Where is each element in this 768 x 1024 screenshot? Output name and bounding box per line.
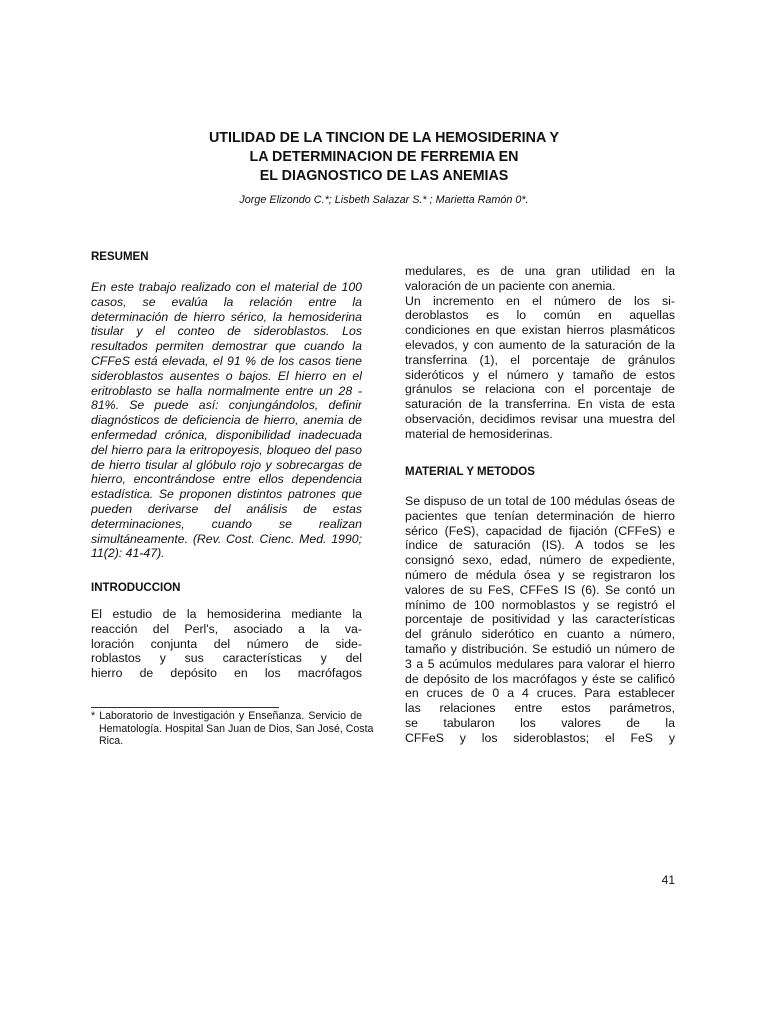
text-line: roblastos y sus características y del [91,651,362,666]
text-line: condiciones en que existan hierros plasmáticos [405,323,675,338]
text-line: reacción del Perl's, asociado a la va- [91,621,362,636]
text-line: número de médula ósea y se registraron los [405,567,675,582]
text-line: sideroblastos ausentes o bajos. El hierro en el [91,368,362,383]
text-line: resultados permiten demostrar que cuando la [91,339,362,354]
text-line: tisular y el conteo de sideroblastos. Los [91,324,362,339]
text-line: CFFeS y los sideroblastos; el FeS y [405,730,675,745]
footnote [91,710,374,748]
text-line: deroblastos es lo común en aquellas [405,308,675,323]
title-line: EL DIAGNOSTICO DE LAS ANEMIAS [259,168,509,184]
article-title [0,129,768,186]
text-line: sérico (FeS), capacidad de fijación (CFFeS) e [405,523,675,538]
text-line: hierro, encontrándose entre ellos dependencia [91,472,362,487]
text-line: determinaciones, cuando se realizan [91,516,362,531]
text-line: tamaño y distribución. Se estudió un número de [405,641,675,656]
text-line: simultáneamente. (Rev. Cost. Cienc. Med. 1990; [91,531,362,546]
footnote-line: Rica. [99,735,124,747]
title-line: LA DETERMINACION DE FERREMIA EN [249,149,519,165]
text-line: 3 a 5 acúmulos medulares para valorar el hierro [405,656,675,671]
text-line: medulares, es de una gran utilidad en la [405,264,675,278]
text-line: Un incremento en el número de los si- [405,293,675,308]
text-line: gránulos se relaciona con el porcentaje de [405,382,675,397]
text-line: pacientes que tenían determinación de hierro [405,508,675,523]
text-line: índice de saturación (IS). A todos se les [405,538,675,553]
text-line: mínimo de 100 normoblastos y se registró el [405,597,675,612]
text-line: En este trabajo realizado con el material de 100 [91,280,362,294]
text-line: hierro de depósito en los macrófagos [91,666,362,681]
text-line: casos, se evalúa la relación entre la [91,294,362,309]
text-line: estadística. Se proponen distintos patrones que [91,487,362,502]
resumen-heading: RESUMEN [91,251,149,263]
introduccion-body [91,607,362,681]
text-line: determinación de hierro sérico, la hemosiderina [91,309,362,324]
text-line: porcentaje de positividad y las características [405,612,675,627]
footnote-divider [91,707,279,708]
introduccion-continued [405,264,675,442]
text-line: en cruces de 0 a 4 cruces. Para establecer [405,686,675,701]
resumen-body [91,280,362,561]
text-line: valoración de un paciente con anemia. [405,278,616,293]
material-body [405,494,675,746]
text-line: eritroblasto se halla normalmente entre un 28 - [91,383,362,398]
text-line: elevados, y con aumento de la saturación de la [405,337,675,352]
text-line: observación, decidimos revisar una muestra del [405,411,675,426]
text-line: del gránulo siderótico en cuanto a número, [405,627,675,642]
material-heading: MATERIAL Y METODOS [405,466,535,478]
text-line: saturación de la transferrina. En vista de esta [405,397,675,412]
text-line: material de hemosiderinas. [405,426,553,441]
authors-line: Jorge Elizondo C.*; Lisbeth Salazar S.* ; Marietta Ramón 0*. [239,194,529,206]
text-line: sideróticos y el número y tamaño de estos [405,367,675,382]
text-line: 11(2): 41-47). [91,546,165,561]
text-line: valores de su FeS, CFFeS IS (6). Se contó un [405,582,675,597]
text-line: las relaciones entre estos parámetros, [405,701,675,716]
text-line: de hierro tisular al glóbulo rojo y sobrecargas de [91,457,362,472]
text-line: pueden derivarse del análisis de estas [91,501,362,516]
footnote-line: Hematología. Hospital San Juan de Dios, San José, Costa [99,722,374,735]
text-line: se tabularon los valores de la [405,715,675,730]
text-line: loración conjunta del número de side- [91,636,362,651]
page-number: 41 [661,873,675,887]
text-line: Se dispuso de un total de 100 médulas óseas de [405,494,675,508]
footnote-line: * Laboratorio de Investigación y Enseñanza. Servicio de [91,710,362,722]
text-line: CFFeS está elevada, el 91 % de los casos tiene [91,353,362,368]
text-line: El estudio de la hemosiderina mediante la [91,607,362,621]
text-line: transferrina (1), el porcentaje de gránulos [405,352,675,367]
text-line: consignó sexo, edad, número de expediente, [405,553,675,568]
text-line: enfermedad crónica, disponibilidad inadecuada [91,427,362,442]
title-line: UTILIDAD DE LA TINCION DE LA HEMOSIDERINA Y [208,130,559,146]
introduccion-heading: INTRODUCCION [91,582,181,594]
text-line: diagnósticos de deficiencia de hierro, anemia de [91,413,362,428]
text-line: del hierro para la eritropoyesis, bloqueo del paso [91,442,362,457]
text-line: de depósito de los macrófagos y éste se calificó [405,671,675,686]
text-line: 81%. Se puede así: conjungándolos, definir [91,398,362,413]
